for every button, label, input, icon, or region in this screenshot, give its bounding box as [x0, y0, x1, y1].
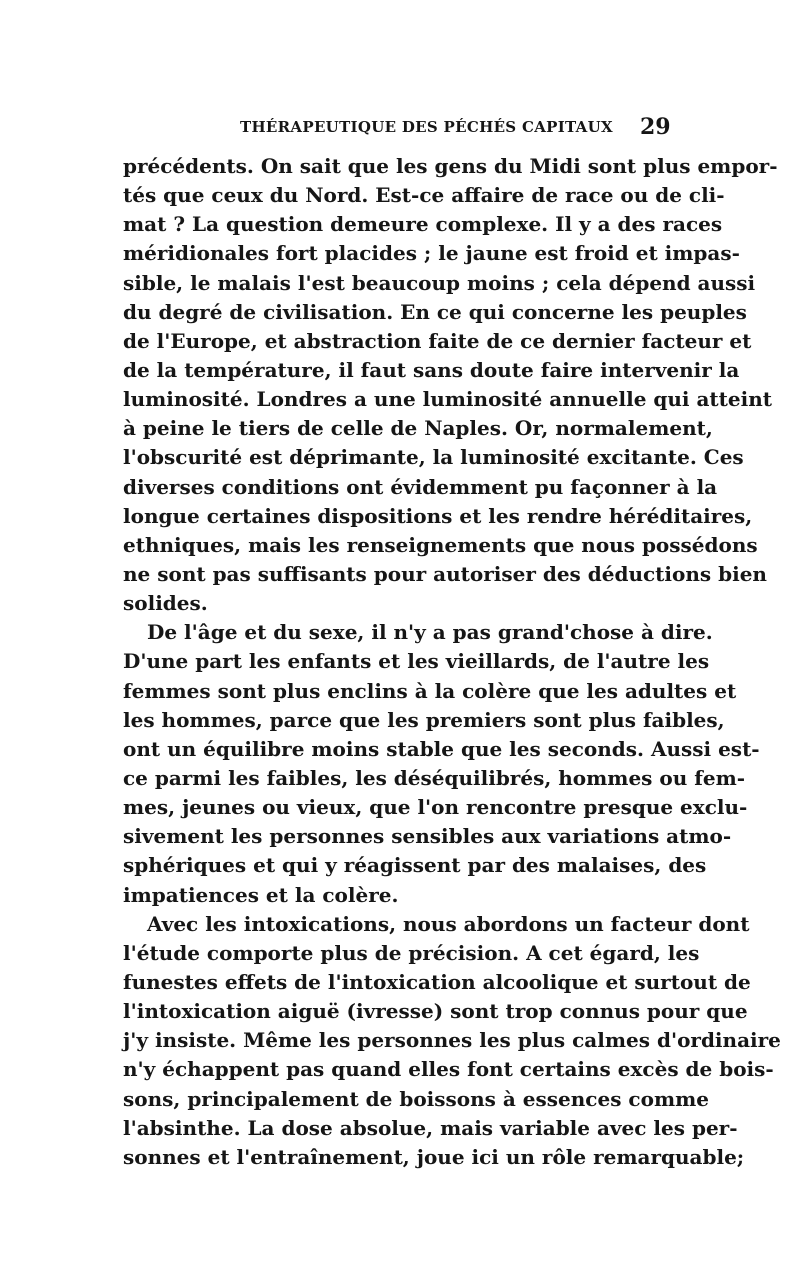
- text-line: mat ? La question demeure complexe. Il y a des races: [123, 212, 723, 237]
- text-line: tés que ceux du Nord. Est-ce affaire de race ou de cli-: [123, 183, 725, 208]
- text-line: impatiences et la colère.: [123, 882, 399, 907]
- text-line: sphériques et qui y réagissent par des malaises, des: [123, 853, 707, 878]
- text-line: l'absinthe. La dose absolue, mais variable avec les per-: [123, 1115, 738, 1140]
- text-line: l'étude comporte plus de précision. A cet égard, les: [123, 940, 700, 965]
- text-line: diverses conditions ont évidemment pu façonner à la: [123, 474, 718, 499]
- text-line: ne sont pas suffisants pour autoriser des déductions bien: [123, 561, 767, 586]
- text-line: Avec les intoxications, nous abordons un facteur dont: [147, 911, 750, 936]
- text-line: ethniques, mais les renseignements que nous possédons: [123, 532, 758, 557]
- paragraph: [123, 152, 778, 618]
- text-line: de la température, il faut sans doute faire intervenir la: [123, 357, 740, 382]
- text-line: sons, principalement de boissons à essences comme: [123, 1086, 709, 1111]
- running-head: [0, 114, 800, 144]
- text-line: à peine le tiers de celle de Naples. Or, normalement,: [123, 416, 713, 441]
- text-line: j'y insiste. Même les personnes les plus calmes d'ordinaire: [123, 1028, 781, 1053]
- running-title: THÉRAPEUTIQUE DES PÉCHÉS CAPITAUX: [240, 118, 613, 136]
- text-line: D'une part les enfants et les vieillards, de l'autre les: [123, 649, 710, 674]
- text-line: ce parmi les faibles, les déséquilibrés, hommes ou fem-: [123, 765, 746, 790]
- text-line: sonnes et l'entraînement, joue ici un rôle remarquable;: [123, 1144, 745, 1169]
- text-line: funestes effets de l'intoxication alcoolique et surtout de: [123, 969, 751, 994]
- paragraph: [123, 910, 781, 1172]
- text-line: méridionales fort placides ; le jaune est froid et impas-: [123, 241, 740, 266]
- page-number: 29: [640, 114, 671, 140]
- body-text: [123, 152, 781, 1172]
- text-line: De l'âge et du sexe, il n'y a pas grand'chose à dire.: [147, 620, 713, 645]
- text-line: ont un équilibre moins stable que les seconds. Aussi est-: [123, 736, 760, 761]
- text-line: l'intoxication aiguë (ivresse) sont trop connus pour que: [123, 999, 748, 1024]
- text-line: mes, jeunes ou vieux, que l'on rencontre presque exclu-: [123, 795, 748, 820]
- text-line: n'y échappent pas quand elles font certains excès de bois-: [123, 1057, 774, 1082]
- text-line: l'obscurité est déprimante, la luminosité excitante. Ces: [123, 445, 744, 470]
- text-line: femmes sont plus enclins à la colère que les adultes et: [123, 678, 737, 703]
- text-line: précédents. On sait que les gens du Midi sont plus empor-: [123, 154, 778, 178]
- text-line: les hommes, parce que les premiers sont plus faibles,: [123, 707, 725, 732]
- text-line: du degré de civilisation. En ce qui concerne les peuples: [123, 299, 747, 324]
- text-line: luminosité. Londres a une luminosité annuelle qui atteint: [123, 387, 773, 412]
- text-line: sible, le malais l'est beaucoup moins ; cela dépend aussi: [123, 270, 756, 295]
- text-line: sivement les personnes sensibles aux variations atmo-: [123, 824, 732, 849]
- text-line: solides.: [123, 591, 208, 616]
- text-line: longue certaines dispositions et les rendre héréditaires,: [123, 503, 753, 528]
- text-line: de l'Europe, et abstraction faite de ce dernier facteur et: [123, 328, 752, 353]
- paragraph: [123, 618, 760, 909]
